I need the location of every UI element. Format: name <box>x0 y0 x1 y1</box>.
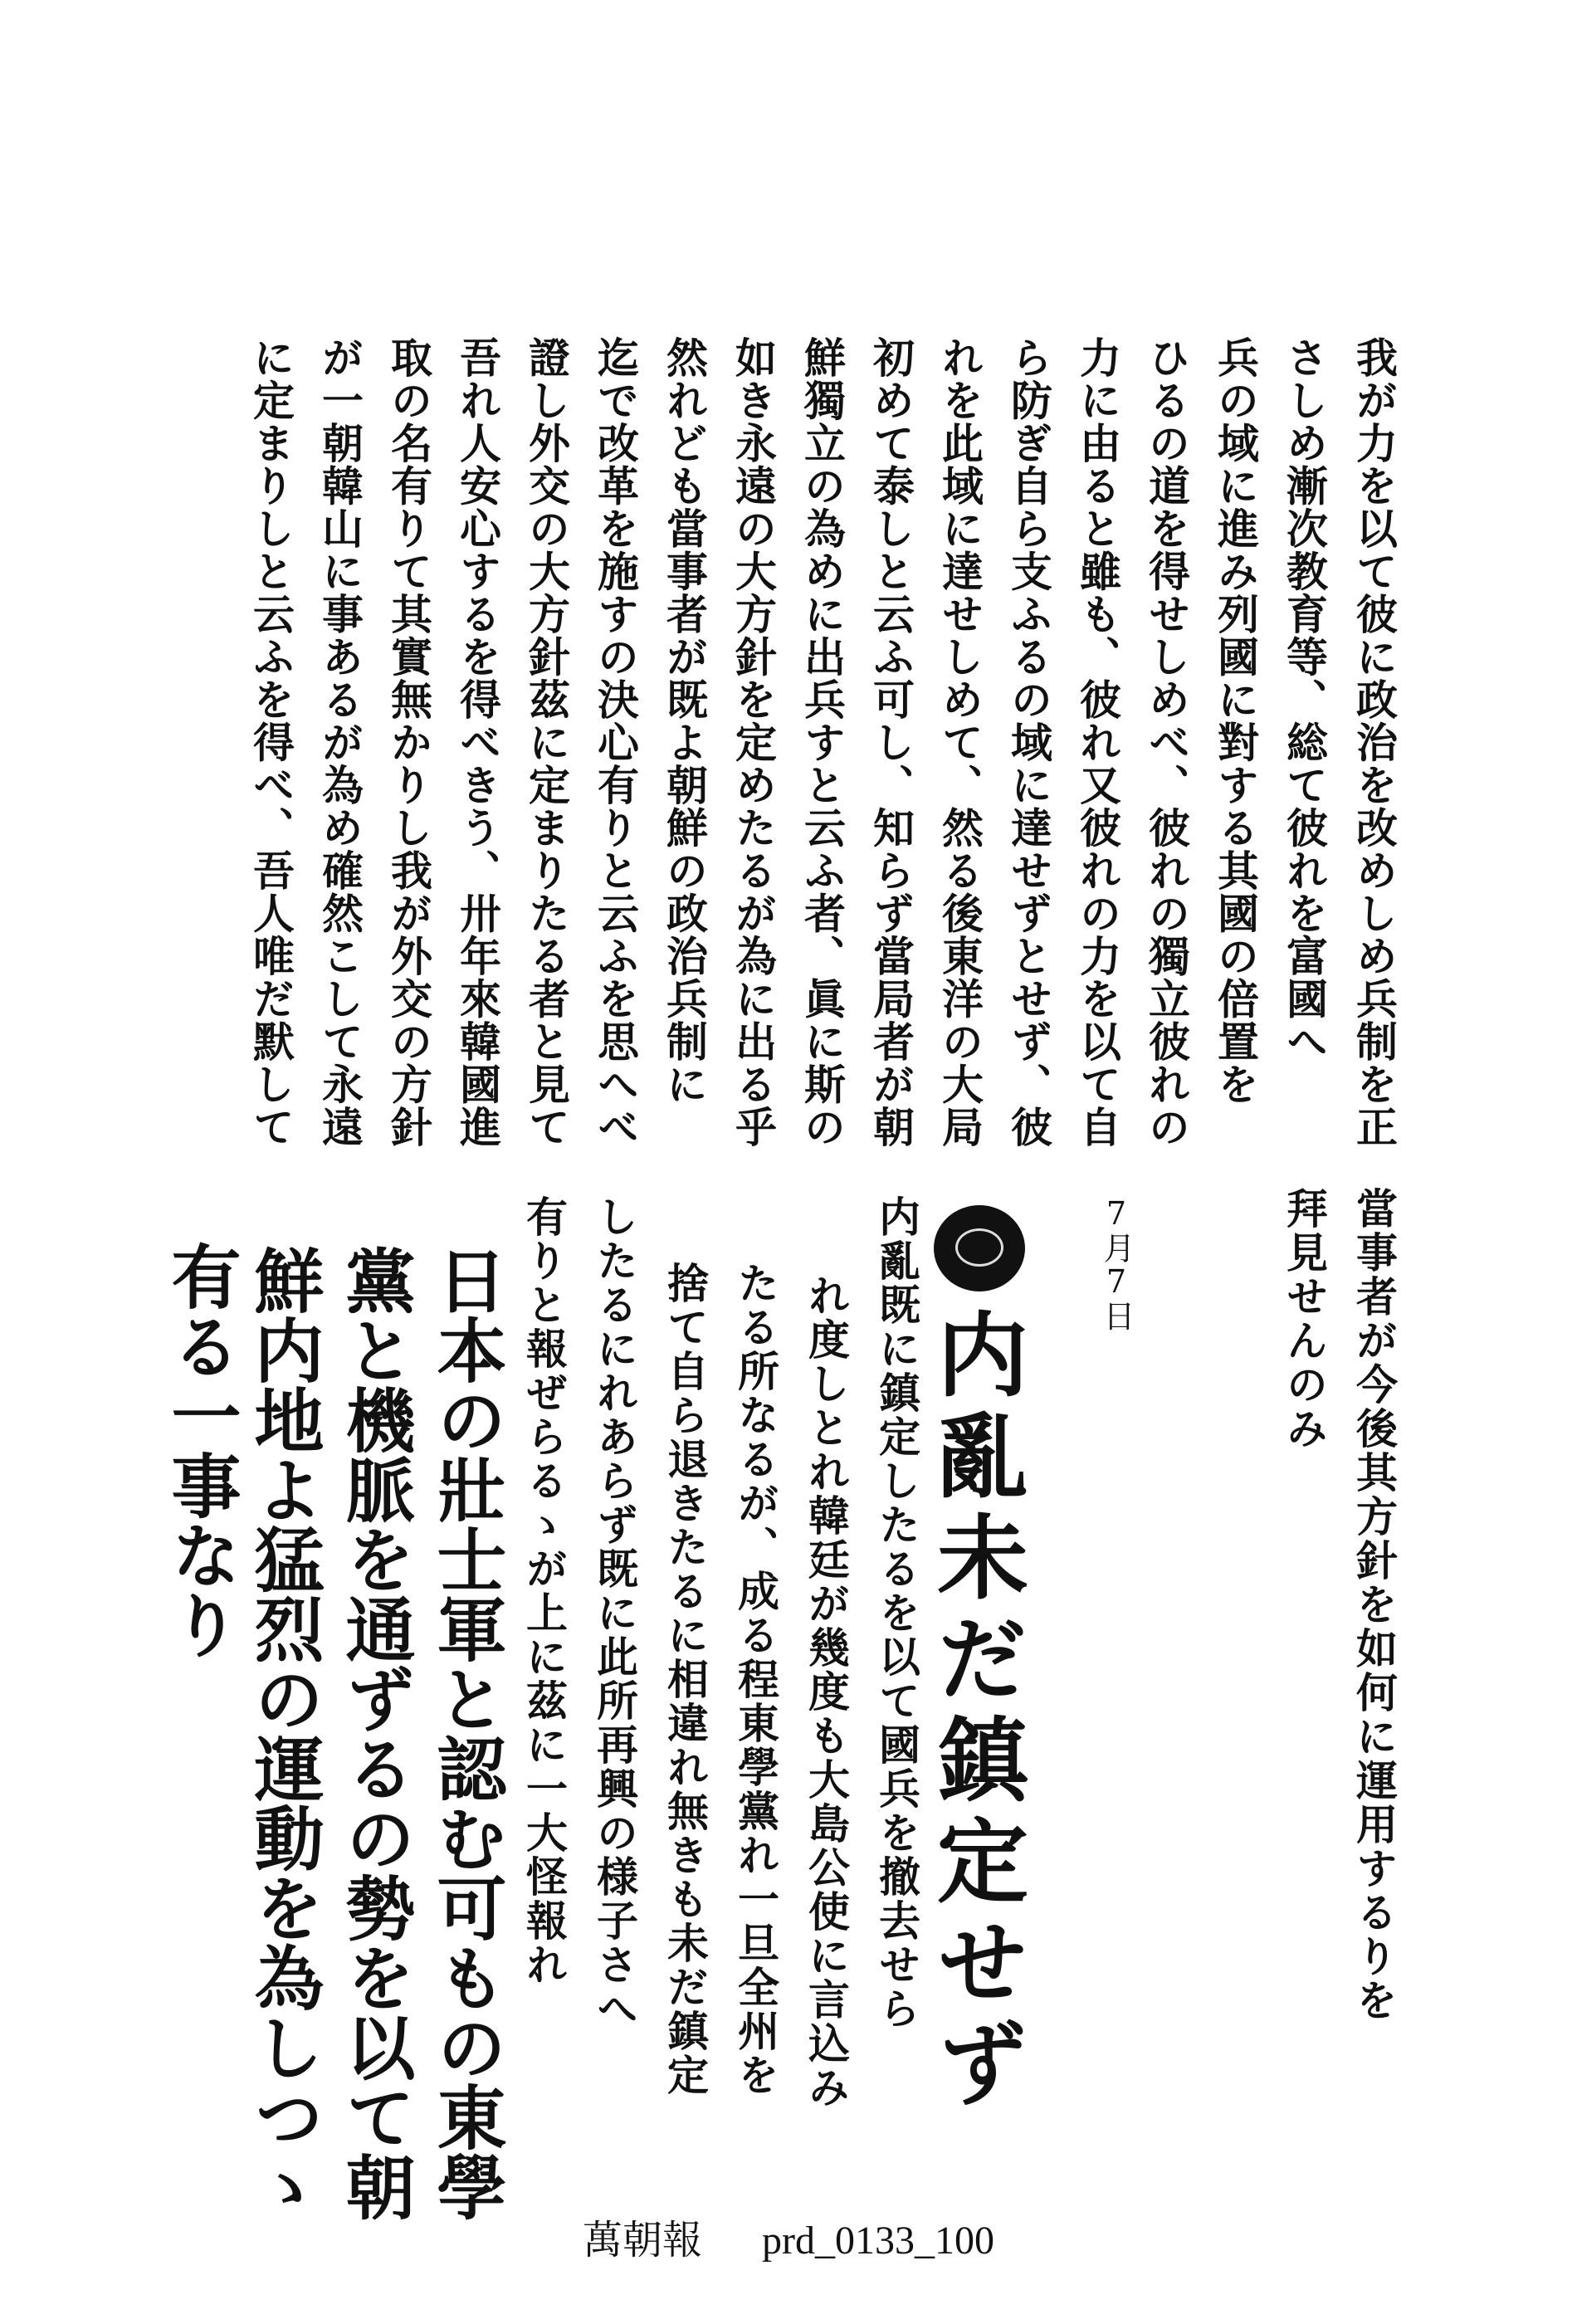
text-column: 兵の域に進み列國に對する其國の倍置を <box>1211 336 1260 1106</box>
footer-source: 萬朝報 <box>583 2219 703 2263</box>
article-headline: 内亂未だ鎮定せず <box>922 1307 1029 2117</box>
text-column: 證し外交の大方針茲に定まりたる者と見て <box>522 336 571 1149</box>
text-column: さしめ漸次教育等、総て彼れを富國へ <box>1280 336 1329 1063</box>
text-column: 内亂既に鎮定したるを以て國兵を撤去せら <box>872 1195 921 2031</box>
text-column: 鮮獨立の為めに出兵すと云ふ者、眞に斯の <box>798 336 847 1149</box>
text-column: 捨て自ら退きたるに相違れ無きも未だ鎮定 <box>661 1262 710 2097</box>
article-date: 7月7日 <box>1098 1195 1135 1331</box>
page-footer <box>0 2208 1577 2265</box>
text-column: 當事者が今後其方針を如何に運用するりを <box>1350 1187 1399 2023</box>
text-column: れを此域に達せしめて、然る後東洋の大局 <box>935 336 984 1149</box>
text-column: 吾れ人安心するを得べきう、卅年來韓國進 <box>453 336 502 1149</box>
text-column: 初めて泰しと云ふ可し、知らず當局者が朝 <box>867 336 915 1149</box>
text-column: ひるの道を得せしめべ、彼れの獨立彼れの <box>1142 336 1191 1149</box>
text-column: ら防ぎ自ら支ふるの域に達せずとせず、彼 <box>1004 336 1053 1149</box>
text-column: れ度しとれ韓廷が幾度も大島公使に言込み <box>802 1274 851 2110</box>
text-column: 黨と機脈を通ずるの勢を以て朝 <box>334 1245 417 2221</box>
text-column: 有りと報ぜらるゝが上に茲に一大怪報れ <box>520 1195 569 1987</box>
text-column: 如き永遠の大方針を定めたるが為に出る乎 <box>729 336 778 1149</box>
text-column: 取の名有りて其實無かりし我が外交の方針 <box>384 336 433 1149</box>
text-column: 日本の壯士軍と認む可もの東學 <box>426 1245 508 2221</box>
text-column: たる所なるが、成る程東學黨れ一旦全州を <box>731 1262 780 2097</box>
text-column: 迄で改革を施すの決心有りと云ふを思へべ <box>591 336 640 1149</box>
text-column: 我が力を以て彼に政治を改めしめ兵制を正 <box>1350 336 1399 1149</box>
text-column: 有る一事なり <box>160 1241 242 1659</box>
text-column: したるにれあらず既に此所再興の様子さへ <box>590 1195 639 2031</box>
footer-id: prd_0133_100 <box>762 2219 994 2263</box>
text-column: 然れども當事者が既よ朝鮮の政治兵制に <box>660 336 709 1106</box>
text-column: 力に由ると雖も、彼れ又彼れの力を以て自 <box>1073 336 1122 1149</box>
text-column: 鮮内地よ猛烈の運動を為しつゝ <box>243 1245 325 2221</box>
text-column: 拜見せんのみ <box>1280 1187 1329 1451</box>
text-column: に定まりしと云ふを得べ、吾人唯だ默して <box>247 336 295 1149</box>
text-column: が一朝韓山に事あるが為め確然こして永遠 <box>315 336 364 1149</box>
article-marker-icon <box>934 1205 1025 1291</box>
